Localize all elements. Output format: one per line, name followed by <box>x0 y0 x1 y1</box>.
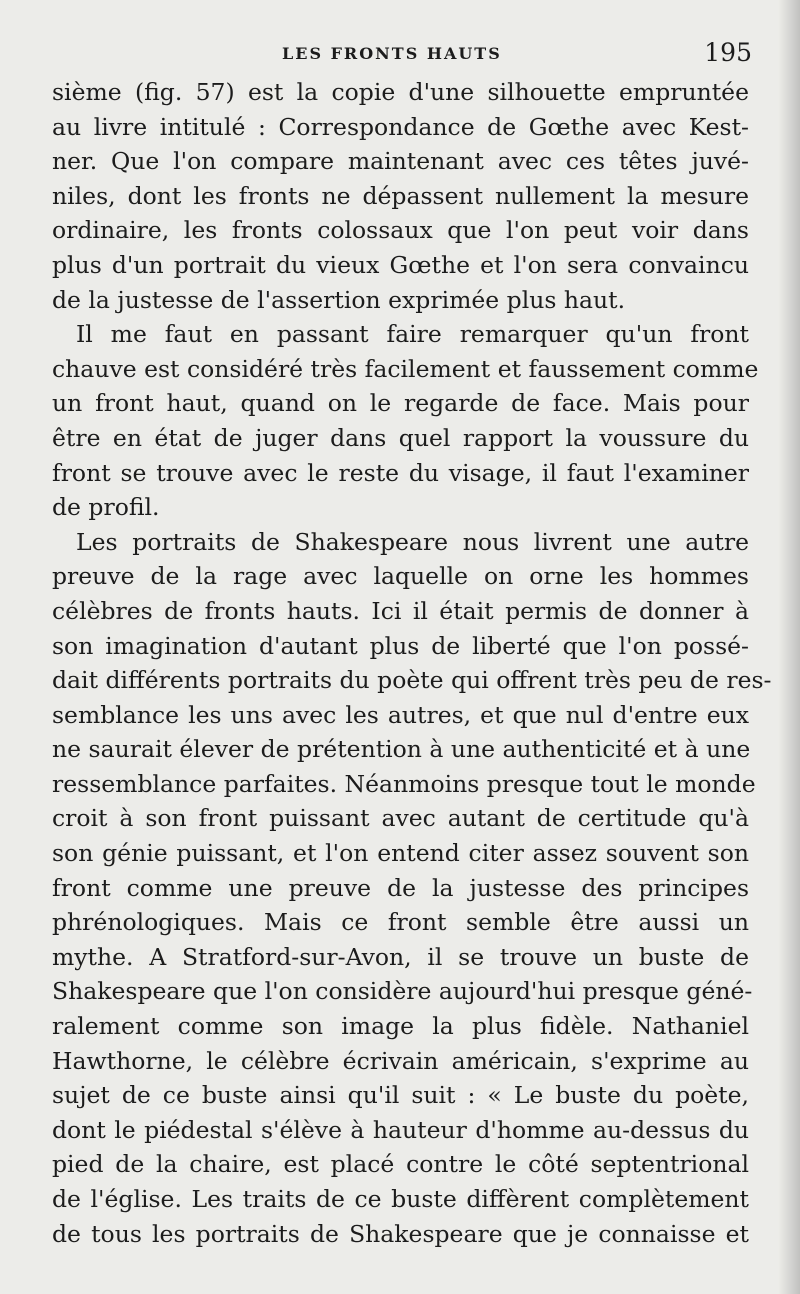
text-line: son génie puissant, et l'on entend citer assez souvent son <box>52 839 749 868</box>
page-edge-shadow <box>778 0 800 1294</box>
text-line: dont le piédestal s'élève à hauteur d'homme au-dessus du <box>52 1115 749 1144</box>
text-line: Les portraits de Shakespeare nous livrent une autre <box>76 527 749 556</box>
text-line: ralement comme son image la plus fidèle. Nathaniel <box>52 1012 749 1041</box>
text-line: de profil. <box>52 493 160 522</box>
text-line: ordinaire, les fronts colossaux que l'on peut voir dans <box>52 216 749 245</box>
text-line: semblance les uns avec les autres, et que nul d'entre eux <box>52 700 749 729</box>
page-header <box>0 40 800 70</box>
text-line: chauve est considéré très facilement et faussement comme <box>52 354 759 383</box>
text-line: front comme une preuve de la justesse des principes <box>52 873 749 902</box>
text-line: niles, dont les fronts ne dépassent nullement la mesure <box>52 181 749 210</box>
text-line: front se trouve avec le reste du visage, il faut l'examiner <box>52 458 749 487</box>
text-line: mythe. A Stratford-sur-Avon, il se trouve un buste de <box>52 942 749 971</box>
text-line: sujet de ce buste ainsi qu'il suit : « Le buste du poète, <box>52 1081 749 1110</box>
text-line: preuve de la rage avec laquelle on orne les hommes <box>52 562 749 591</box>
body-text <box>52 75 772 1251</box>
page-number: 195 <box>704 38 752 67</box>
text-line: de tous les portraits de Shakespeare que je connaisse et <box>52 1219 749 1248</box>
text-line: croit à son front puissant avec autant de certitude qu'à <box>52 804 749 833</box>
text-line: célèbres de fronts hauts. Ici il était permis de donner à <box>52 596 749 625</box>
text-line: au livre intitulé : Correspondance de Gœthe avec Kest- <box>52 112 749 141</box>
text-line: ressemblance parfaites. Néanmoins presque tout le monde <box>52 769 756 798</box>
text-line: pied de la chaire, est placé contre le côté septentrional <box>52 1150 749 1179</box>
text-line: Hawthorne, le célèbre écrivain américain, s'exprime au <box>52 1046 749 1075</box>
text-line: être en état de juger dans quel rapport la voussure du <box>52 423 749 452</box>
text-line: Il me faut en passant faire remarquer qu'un front <box>76 320 749 349</box>
text-line: de la justesse de l'assertion exprimée plus haut. <box>52 285 626 314</box>
text-line: son imagination d'autant plus de liberté que l'on possé- <box>52 631 749 660</box>
text-line: phrénologiques. Mais ce front semble être aussi un <box>52 908 749 937</box>
text-line: de l'église. Les traits de ce buste diffèrent complètement <box>52 1185 749 1213</box>
running-title: LES FRONTS HAUTS <box>282 44 502 63</box>
text-line: plus d'un portrait du vieux Gœthe et l'on sera convaincu <box>52 250 749 279</box>
text-line: ner. Que l'on compare maintenant avec ces têtes juvé- <box>52 147 749 176</box>
text-line: dait différents portraits du poète qui offrent très peu de res- <box>52 666 772 695</box>
text-line: Shakespeare que l'on considère aujourd'hui presque géné- <box>52 977 753 1006</box>
text-line: sième (fig. 57) est la copie d'une silhouette empruntée <box>52 78 749 106</box>
text-line: un front haut, quand on le regarde de face. Mais pour <box>52 389 749 418</box>
text-line: ne saurait élever de prétention à une authenticité et à une <box>52 735 751 764</box>
